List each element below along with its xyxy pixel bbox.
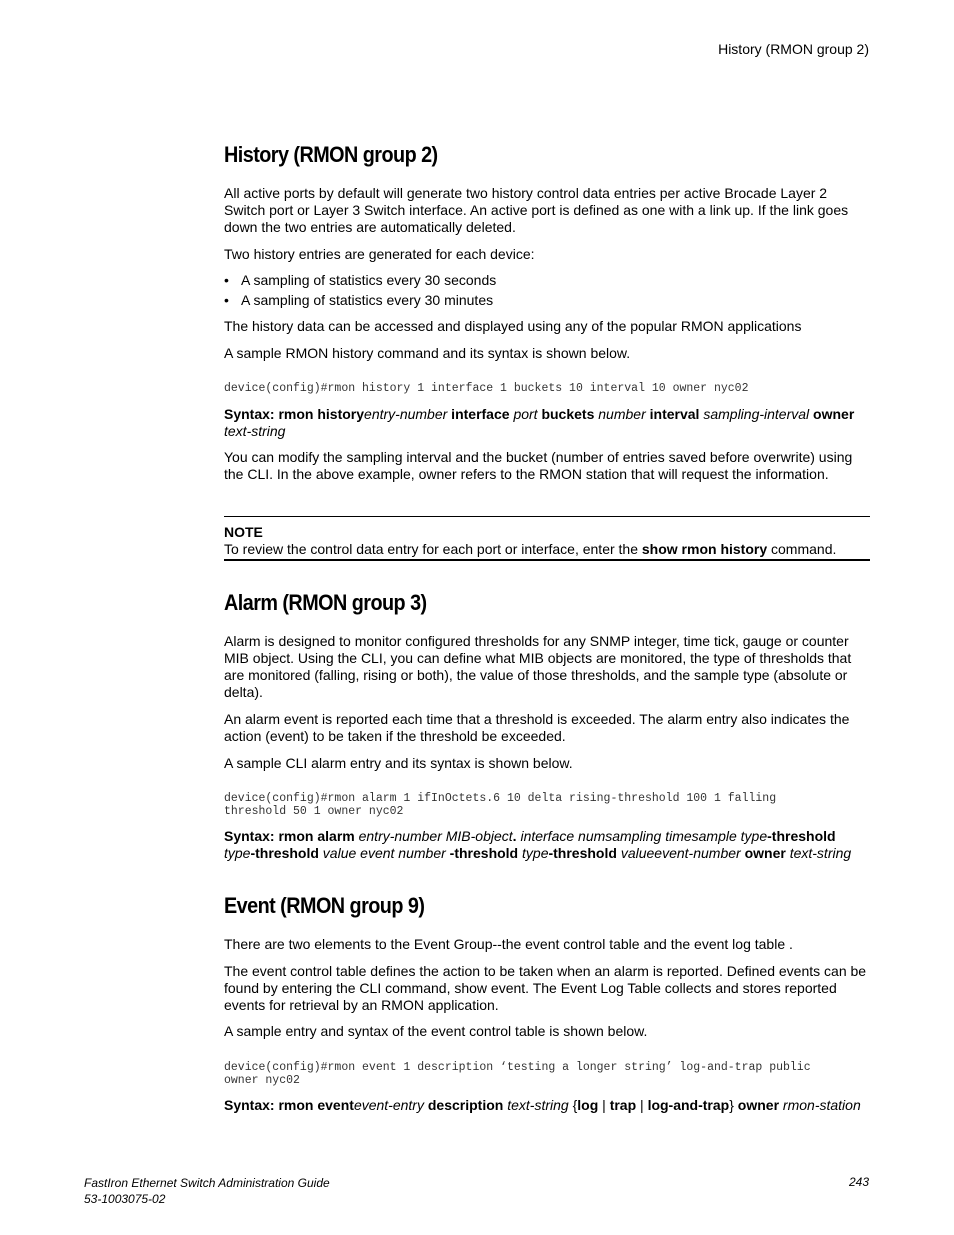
running-header: History (RMON group 2) <box>718 41 869 57</box>
history-code-sample: device(config)#rmon history 1 interface 1 buckets 10 interval 10 owner nyc02 <box>224 382 749 395</box>
history-paragraph-1: All active ports by default will generate two history control data entries per active Brocade Layer 2 Switch port or Layer 3 Switch interface. An active port is defined as one with a link up. If the link goes down the two entries are automatically deleted. <box>224 185 849 235</box>
event-heading: Event (RMON group 9) <box>224 893 425 918</box>
event-code-sample: device(config)#rmon event 1 description ‘testing a longer string’ log-and-trap public owner nyc02 <box>224 1061 811 1087</box>
event-paragraph-3: A sample entry and syntax of the event control table is shown below. <box>224 1023 648 1039</box>
footer-guide-title: FastIron Ethernet Switch Administration Guide <box>84 1176 330 1190</box>
bullet-icon: • <box>224 292 229 308</box>
note-label: NOTE <box>224 524 263 540</box>
footer-doc-number: 53-1003075-02 <box>84 1192 166 1206</box>
history-heading: History (RMON group 2) <box>224 142 438 167</box>
history-paragraph-4: A sample RMON history command and its syntax is shown below. <box>224 345 631 361</box>
alarm-paragraph-3: A sample CLI alarm entry and its syntax is shown below. <box>224 755 573 771</box>
list-item: • A sampling of statistics every 30 seconds <box>224 272 497 288</box>
note-top-rule <box>224 516 870 517</box>
history-paragraph-5: You can modify the sampling interval and the bucket (number of entries saved before overwrite) using the CLI. In the above example, owner refers to the RMON station that will request the information. <box>224 449 853 482</box>
event-paragraph-2: The event control table defines the action to be taken when an alarm is reported. Defined events can be found by entering the CLI command, show event. The Event Log Table collects and stores reported events for retrieval by an RMON application. <box>224 963 867 1013</box>
alarm-heading: Alarm (RMON group 3) <box>224 590 427 615</box>
page-number: 243 <box>848 1175 869 1189</box>
alarm-syntax: Syntax: rmon alarm entry-number MIB-object. interface numsampling timesample type-threshold type-threshold value event number -threshold type-threshold valueevent-number owner text-string <box>224 828 852 861</box>
note-bottom-rule <box>224 559 870 561</box>
alarm-paragraph-2: An alarm event is reported each time that a threshold is exceeded. The alarm entry also indicates the action (event) to be taken if the threshold be exceeded. <box>224 711 850 744</box>
event-syntax: Syntax: rmon eventevent-entry description text-string {log | trap | log-and-trap} owner rmon-station <box>224 1097 861 1113</box>
history-paragraph-2: Two history entries are generated for each device: <box>224 246 535 262</box>
history-syntax: Syntax: rmon historyentry-number interface port buckets number interval sampling-interval owner text-string <box>224 406 855 439</box>
note-text: To review the control data entry for each port or interface, enter the show rmon history command. <box>224 541 837 557</box>
history-paragraph-3: The history data can be accessed and displayed using any of the popular RMON applications <box>224 318 802 334</box>
list-item: • A sampling of statistics every 30 minutes <box>224 292 494 308</box>
alarm-code-sample: device(config)#rmon alarm 1 ifInOctets.6 10 delta rising-threshold 100 1 falling threshold 50 1 owner nyc02 <box>224 792 777 818</box>
bullet-icon: • <box>224 272 229 288</box>
event-paragraph-1: There are two elements to the Event Group--the event control table and the event log table . <box>224 936 793 952</box>
alarm-paragraph-1: Alarm is designed to monitor configured thresholds for any SNMP integer, time tick, gauge or counter MIB object. Using the CLI, you can define what MIB objects are monitored, the type of thresholds that are monitored (falling, rising or both), the value of those thresholds, and the sample type (absolute or delta). <box>224 633 852 700</box>
